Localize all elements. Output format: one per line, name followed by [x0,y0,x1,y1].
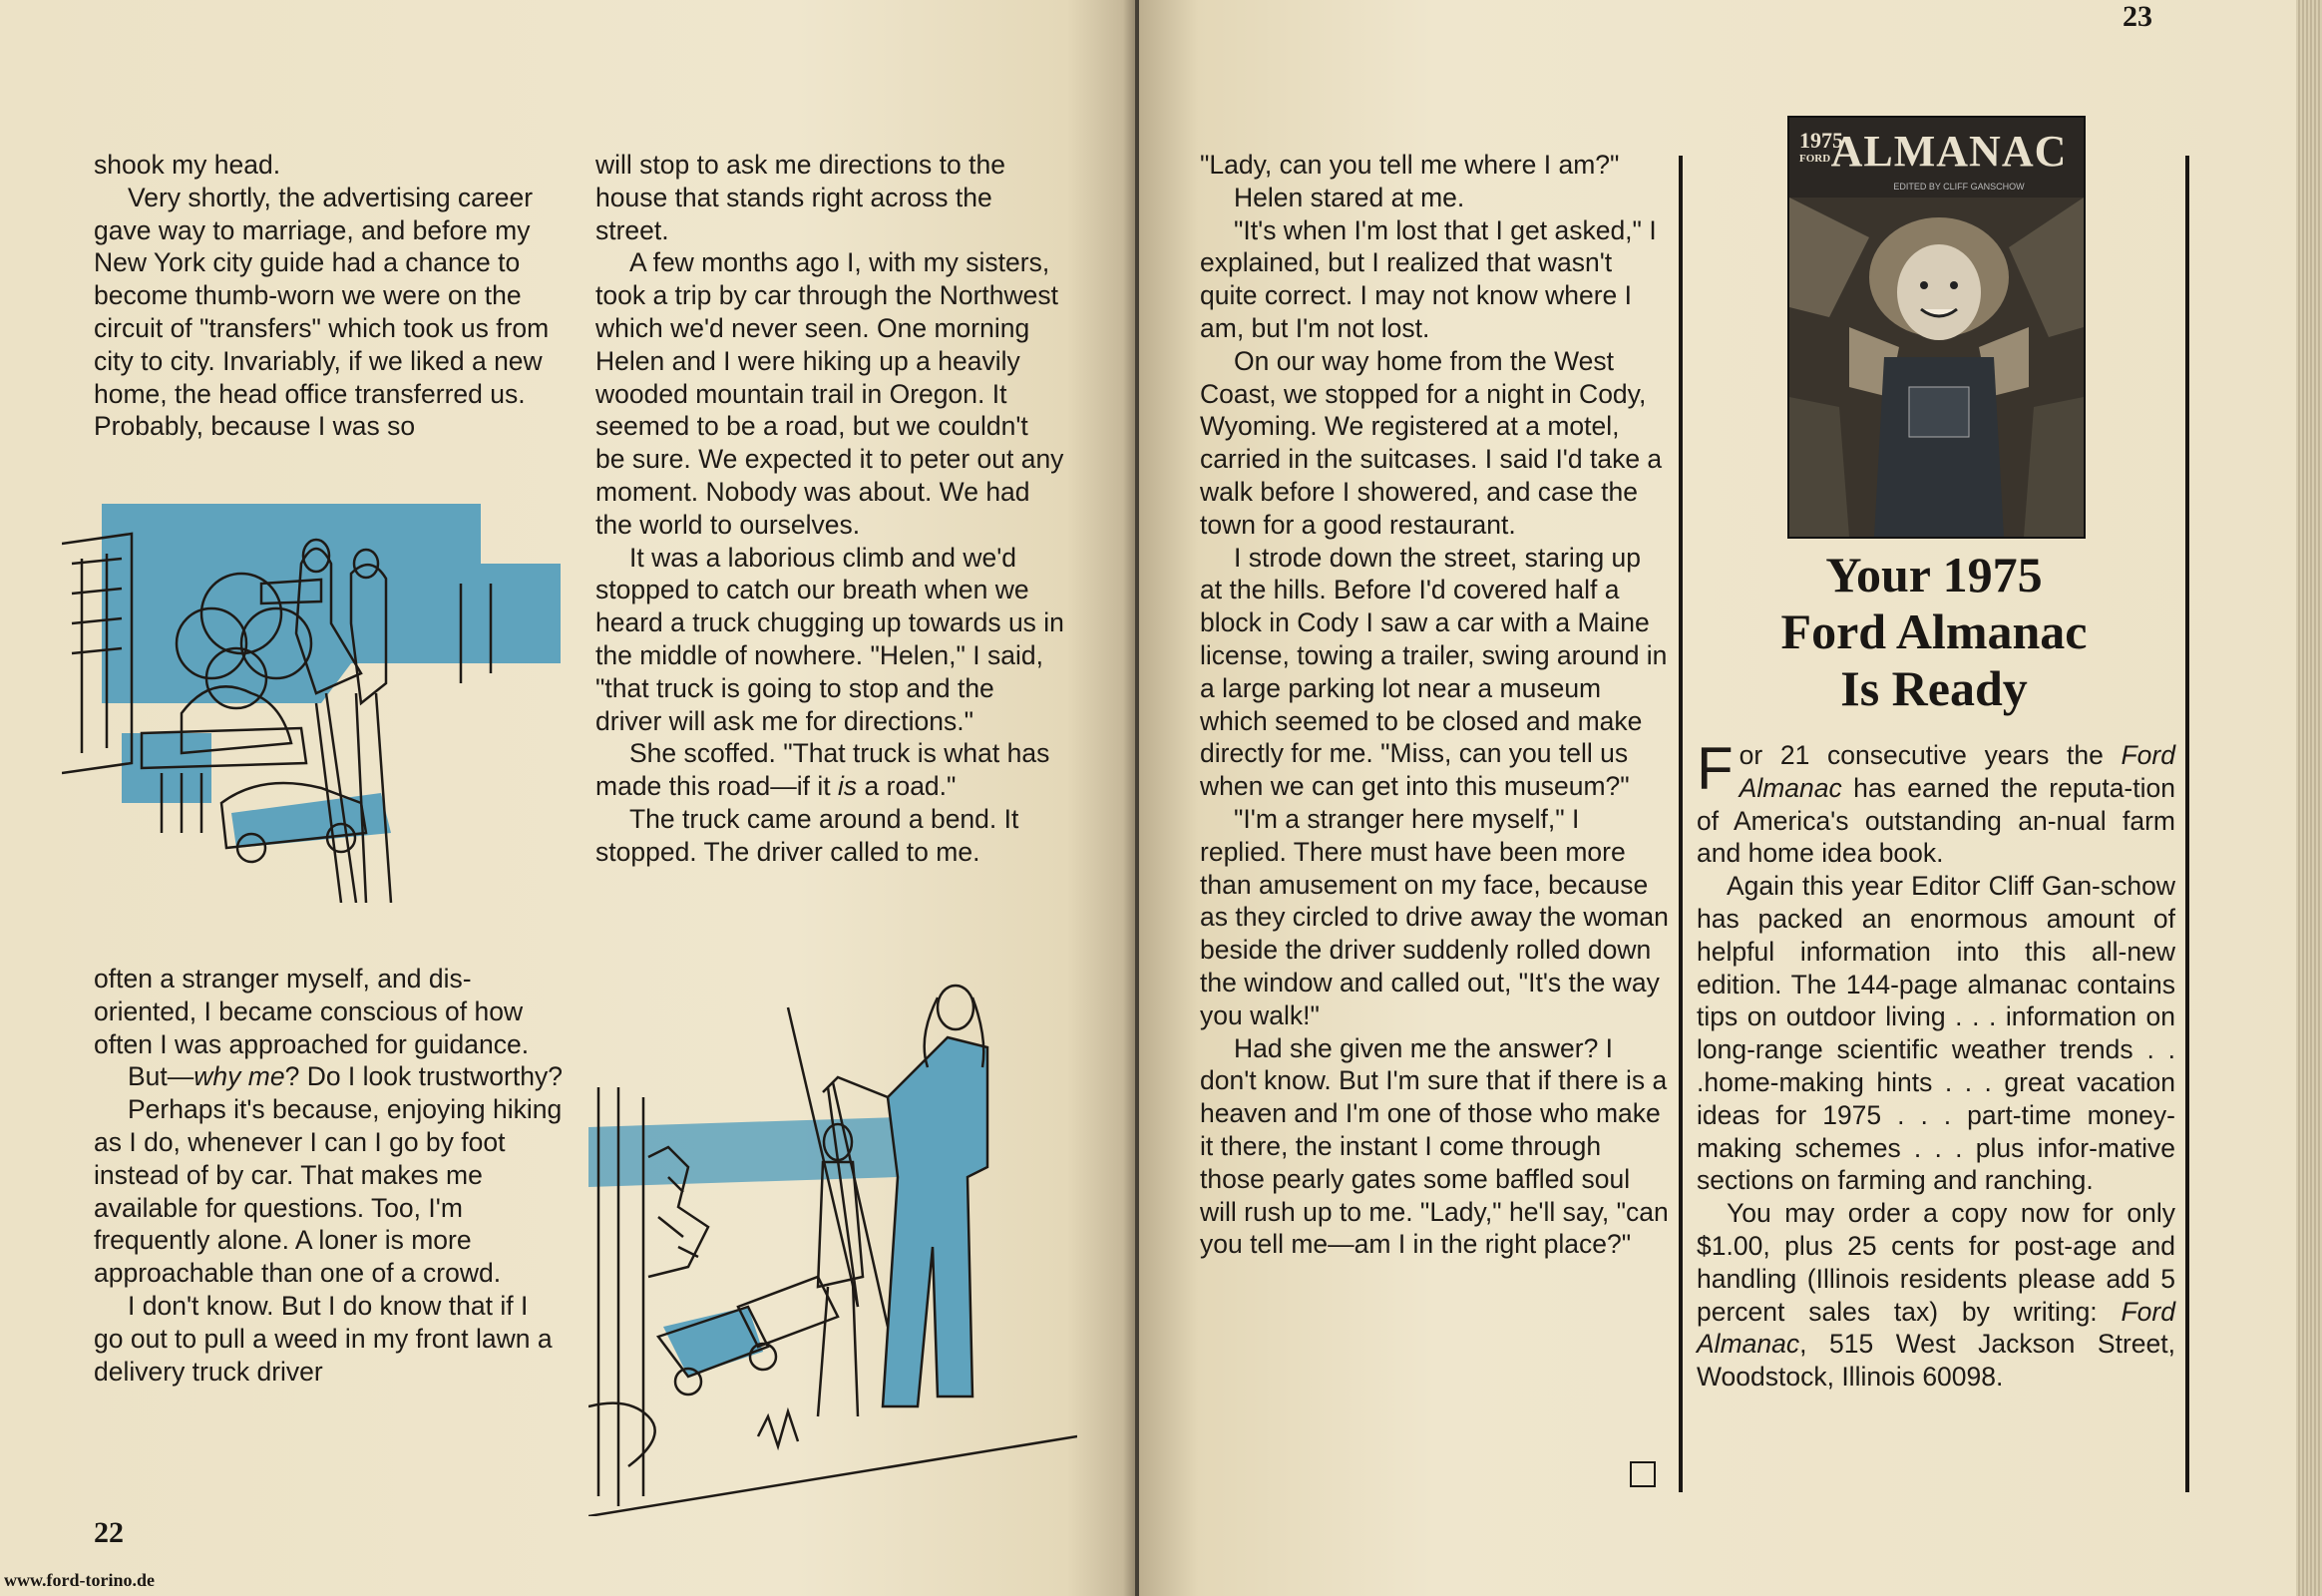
sidebar-p3-emphasis: Ford Almanac [1697,1296,2175,1360]
illustration-hikers-and-truck [588,978,1077,1516]
paragraph: Very shortly, the advertising career gave way to marriage, and before my New York city guide had a chance to become thumb-worn we were on the circuit of "transfers" which took us from city to city. Invariably, if we liked a new home, the head office transferred us. Probably, because I was so [94,182,550,442]
page-23 [1139,0,2322,1596]
sidebar-p3-text: You may order a copy now for only $1.00, plus 25 cents for post-age and handling (Illinois residents please add 5 percent sales tax) by writing: [1697,1198,2175,1327]
sidebar-p3-text-end: , 515 West Jackson Street, Woodstock, Illinois 60098. [1697,1329,2175,1393]
page-number-23: 23 [2123,0,2152,33]
paragraph: "Lady, can you tell me where I am?" [1200,150,1620,180]
paragraph: shook my head. [94,150,281,180]
paragraph: I don't know. But I do know that if I go out to pull a weed in my front lawn a delivery truck driver [94,1290,553,1387]
dropcap: F [1697,735,1734,802]
page-22 [0,0,1135,1596]
cover-year: 1975 [1799,128,1843,153]
end-of-article-box-icon [1630,1461,1656,1487]
headline-line-1: Your 1975 [1825,547,2043,602]
illustration-city-street [62,504,561,903]
watermark-url: www.ford-torino.de [4,1570,155,1590]
cover-brand: FORD [1799,153,1831,165]
column-1-bottom [94,963,563,1388]
paragraph [595,737,1064,803]
headline-line-2: Ford Almanac [1780,603,2088,659]
sidebar-p1-text: or 21 consecutive years the [1739,740,2122,770]
sidebar-p1-emphasis: Ford Almanac [1739,740,2175,803]
paragraph-text: But— [128,1061,194,1092]
sidebar-headline [1683,547,2185,717]
paragraph: It was a laborious climb and we'd stopped to catch our breath when we heard a truck chugging up towards us in the middle of nowhere. "Helen," I said, "that truck is going to stop and the driver will ask me for directions." [595,542,1064,736]
paragraph: On our way home from the West Coast, we stopped for a night in Cody, Wyoming. We registered at a motel, carried in the suitcases. I said I'd take a walk before I showered, and case the town for a good restaurant. [1200,345,1663,540]
paragraph: I strode down the street, staring up at the hills. Before I'd covered half a block in Cody I saw a car with a Maine license, towing a trailer, swing around in a large parking lot near a museum which seemed to be closed and make directly for me. "Miss, can you tell us when we can get into this museum?" [1200,542,1668,802]
headline-line-3: Is Ready [1840,660,2028,716]
paragraph: "I'm a stranger here myself," I replied. There must have been more than amusement on my face, because as they circled to drive away the woman beside the driver suddenly rolled down the window and called out, "It's the way you walk!" [1200,803,1669,1030]
page-number-22: 22 [94,1516,124,1549]
sidebar-paragraph-2: Again this year Editor Cliff Gan-schow has packed an enormous amount of helpful information into this all-new edition. The 144-page almanac contains tips on outdoor living . . . information on long-range scientific weather trends . . .home-making hints . . . great vacation ideas for 1975 . . . part-time money-making schemes . . . plus infor-mative sections on farming and ranching. [1697,871,2175,1196]
sidebar-p1-text-end: has earned the reputa-tion of America's outstanding an-nual farm and home idea book. [1697,772,2175,869]
sidebar-paragraph-1 [1697,735,2175,870]
paragraph: The truck came around a bend. It stopped. The driver called to me. [595,803,1019,867]
almanac-sidebar [1679,127,2189,1492]
paragraph: will stop to ask me directions to the house that stands right across the street. [595,150,1005,245]
column-2 [595,149,1064,869]
paragraph [94,1060,563,1093]
paragraph: Perhaps it's because, enjoying hiking as I do, whenever I can I go by foot instead of by car. That makes me available for questions. Too, I'm frequently alone. A loner is more approachable than one of a crowd. [94,1094,563,1289]
paragraph-emphasis: why me [194,1061,285,1092]
page-edge [2296,0,2322,1596]
sidebar-paragraph-3 [1697,1197,2175,1394]
paragraph-text-end: a road." [857,771,957,802]
cover-photo-child [1789,198,2084,537]
paragraph-text-end: ? Do I look trustworthy? [284,1061,563,1092]
almanac-cover-image [1787,116,2086,539]
column-3 [1200,149,1669,1261]
paragraph: Had she given me the answer? I don't know. But I'm sure that if there is a heaven and I'm one of those who make it there, the instant I come through those pearly gates some baffled soul will rush up to me. "Lady," he'll say, "can you tell me—am I in the right place?" [1200,1032,1669,1260]
paragraph: A few months ago I, with my sisters, took a trip by car through the Northwest which we'd never seen. One morning Helen and I were hiking up a heavily wooded mountain trail in Oregon. It seemed to be a road, but we couldn't be sure. We expected it to peter out any moment. Nobody was about. We had the world to ourselves. [595,247,1064,540]
cover-subtitle: EDITED BY CLIFF GANSCHOW [1893,182,2025,192]
paragraph: often a stranger myself, and dis-oriented, I became conscious of how often I was approached for guidance. [94,964,530,1059]
sidebar-body [1697,735,2175,1394]
cover-title: ALMANAC [1830,127,2068,176]
paragraph: Helen stared at me. [1234,182,1465,212]
paragraph-text: She scoffed. "That truck is what has made this road—if it [595,738,1050,802]
paragraph-emphasis: is [838,771,858,802]
column-1-top [94,149,563,443]
paragraph: "It's when I'm lost that I get asked," I explained, but I realized that wasn't quite correct. I may not know where I am, but I'm not lost. [1200,214,1657,343]
